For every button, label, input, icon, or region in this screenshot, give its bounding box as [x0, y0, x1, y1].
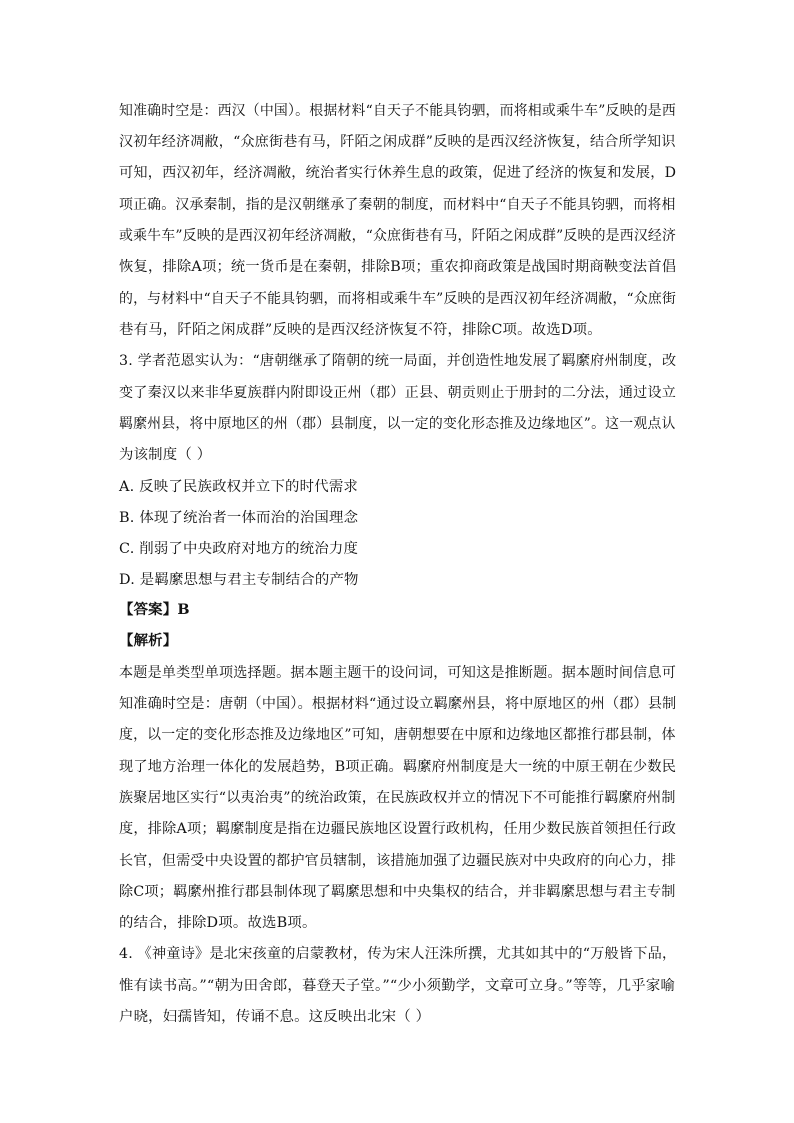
text-line: 的，与材料中“自天子不能具钧驷，而将相或乘牛车”反映的是西汉初年经济凋敝，“众庶街	[119, 291, 677, 307]
text-line: 度，排除A项；羁縻制度是指在边疆民族地区设置行政机构，任用少数民族首领担任行政	[119, 821, 677, 837]
text-line: 族聚居地区实行“以夷治夷”的统治政策，在民族政权并立的情况下不可能推行羁縻府州制	[119, 790, 676, 806]
answer-label: 【答案】B	[119, 601, 190, 618]
option-d: D. 是羁縻思想与君主专制结合的产物	[119, 572, 359, 588]
text-line: 汉初年经济凋敝，“众庶街巷有马，阡陌之闲成群”反映的是西汉经济恢复，结合所学知识	[119, 134, 676, 150]
text-line: 除C项；羁縻州推行郡县制体现了羁縻思想和中央集权的结合，并非羁縻思想与君主专制	[119, 884, 676, 900]
text-line: 为该制度（ ）	[119, 447, 212, 463]
analysis-label: 【解析】	[119, 632, 178, 649]
text-line: 知准确时空是：西汉（中国）。根据材料“自天子不能具钧驷，而将相或乘牛车”反映的是西	[119, 103, 676, 119]
text-line: 恢复，排除A项；统一货币是在秦朝，排除B项；重农抑商政策是战国时期商鞅变法首倡	[119, 259, 677, 275]
text-line: 巷有马，阡陌之闲成群”反映的是西汉经济恢复不符，排除C项。故选D项。	[119, 322, 602, 338]
text-line: 长官，但需受中央设置的都护官员辖制，该措施加强了边疆民族对中央政府的向心力，排	[119, 853, 677, 869]
text-line: 现了地方治理一体化的发展趋势，B项正确。羁縻府州制度是大一统的中原王朝在少数民	[119, 759, 677, 775]
option-c: C. 削弱了中央政府对地方的统治力度	[119, 541, 359, 557]
question-3-stem: 3. 学者范恩实认为：“唐朝继承了隋朝的统一局面，并创造性地发展了羁縻府州制度，改	[119, 353, 677, 369]
text-line: 本题是单类型单项选择题。据本题主题干的设问词，可知这是推断题。据本题时间信息可	[119, 665, 677, 681]
text-line: 羁縻州县，将中原地区的州（郡）县制度，以一定的变化形态推及边缘地区”。这一观点认	[119, 416, 676, 432]
text-line: 知准确时空是：唐朝（中国）。根据材料“通过设立羁縻州县，将中原地区的州（郡）县制	[119, 696, 677, 712]
text-line: 可知，西汉初年，经济凋敝，统治者实行休养生息的政策，促进了经济的恢复和发展，D	[119, 165, 677, 181]
option-b: B. 体现了统治者一体而治的治国理念	[119, 510, 359, 526]
text-line: 项正确。汉承秦制，指的是汉朝继承了秦朝的制度，而材料中“自天子不能具钧驷，而将相	[119, 197, 676, 213]
text-line: 变了秦汉以来非华夏族群内附即设正州（郡）正县、朝贡则止于册封的二分法，通过设立	[119, 385, 677, 401]
text-line: 或乘牛车”反映的是西汉初年经济凋敝，“众庶街巷有马，阡陌之闲成群”反映的是西汉经济	[119, 228, 677, 244]
text-line: 惟有读书高。”“朝为田舍郎，暮登天子堂。”“少小须勤学，文章可立身。”等等，几乎家喻	[119, 978, 676, 994]
question-4-stem: 4. 《神童诗》是北宋孩童的启蒙教材，传为宋人汪洙所撰，尤其如其中的“万般皆下品，	[119, 946, 677, 962]
text-line: 户晓，妇孺皆知，传诵不息。这反映出北宋（ ）	[119, 1009, 431, 1025]
option-a: A. 反映了民族政权并立下的时代需求	[119, 479, 359, 495]
text-line: 度，以一定的变化形态推及边缘地区”可知，唐朝想要在中原和边缘地区都推行郡县制，体	[119, 727, 676, 743]
text-line: 的结合，排除D项。故选B项。	[119, 915, 317, 931]
